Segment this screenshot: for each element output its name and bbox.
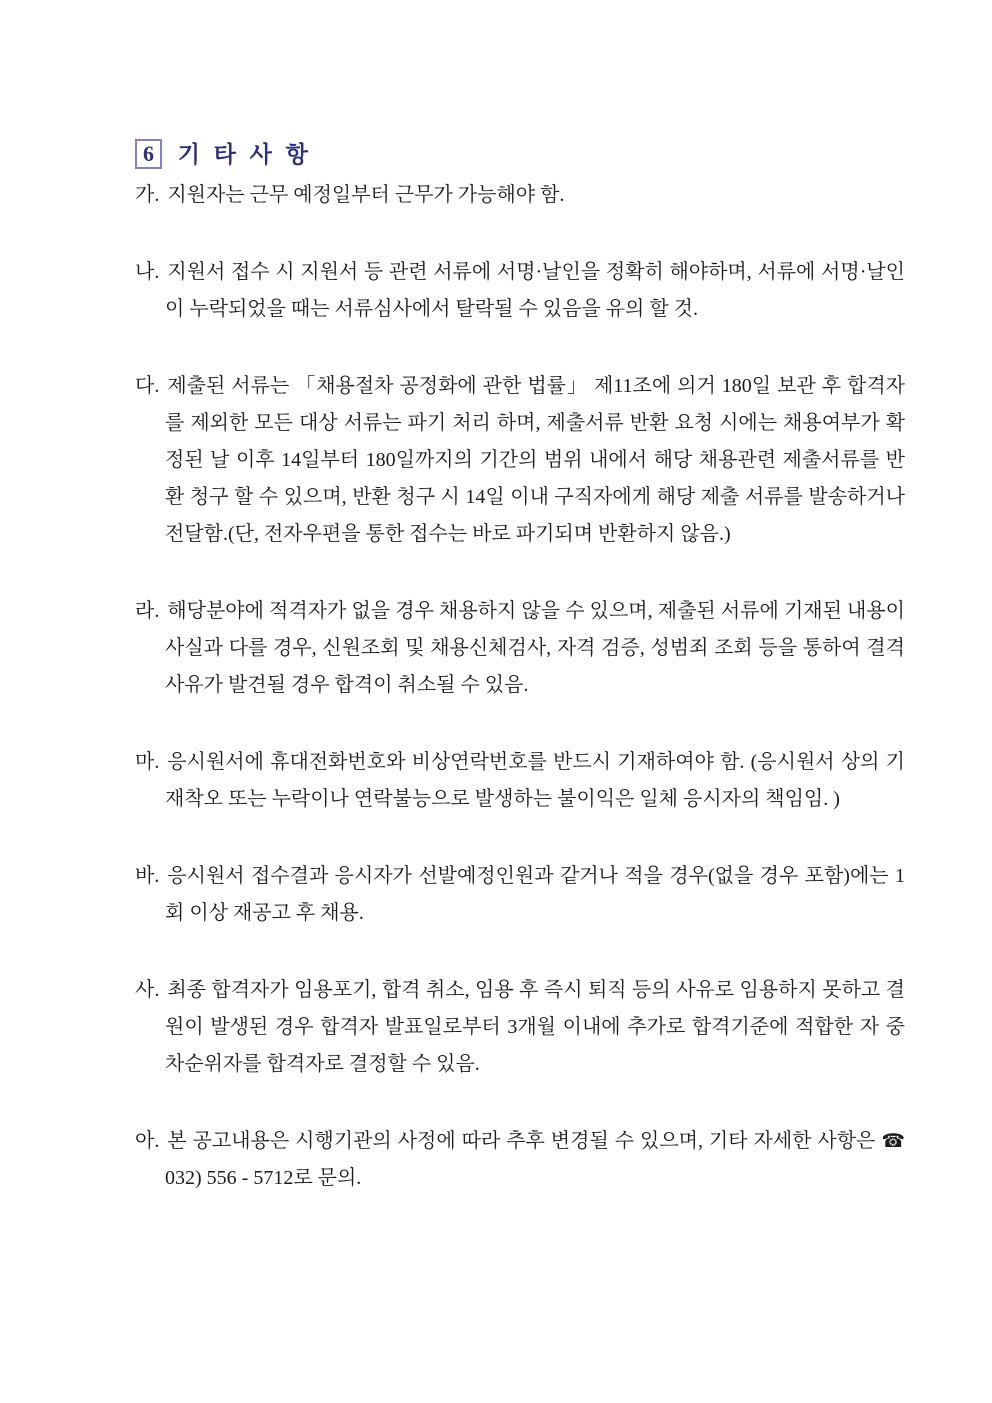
item-text-sa: 최종 합격자가 임용포기, 합격 취소, 임용 후 즉시 퇴직 등의 사유로 임용하지 못하고 결원이 발생된 경우 합격자 발표일로부터 3개월 이내에 추가로 합격기준에 적합한 자 중 차순위자를 합격자로 결정할 수 있음. (165, 979, 905, 1075)
section-number-box: 6 (135, 139, 162, 169)
telephone-icon: ☎ (881, 1130, 905, 1152)
list-item-sa (135, 972, 905, 1083)
list-item-na (135, 254, 905, 328)
list-item-ma (135, 744, 905, 818)
list-item-ga (135, 177, 905, 214)
item-label-ra: 라. (135, 600, 160, 622)
section-title: 기 타 사 항 (177, 142, 312, 167)
item-text-a-before-phone: 본 공고내용은 시행기관의 사정에 따라 추후 변경될 수 있으며, 기타 자세한 사항은 (167, 1130, 882, 1152)
item-label-ba: 바. (135, 865, 160, 887)
list-item-ba (135, 858, 905, 932)
item-text-na: 지원서 접수 시 지원서 등 관련 서류에 서명·날인을 정확히 해야하며, 서류에 서명·날인이 누락되었을 때는 서류심사에서 탈락될 수 있음을 유의 할 것. (165, 261, 905, 320)
item-label-na: 나. (135, 261, 160, 283)
item-text-ma: 응시원서에 휴대전화번호와 비상연락번호를 반드시 기재하여야 함. (응시원서 상의 기재착오 또는 누락이나 연락불능으로 발생하는 불이익은 일체 응시자의 책임임. ) (165, 751, 905, 810)
item-text-ra: 해당분야에 적격자가 없을 경우 채용하지 않을 수 있으며, 제출된 서류에 기재된 내용이 사실과 다를 경우, 신원조회 및 채용신체검사, 자격 검증, 성범죄 조회 등을 통하여 결격사유가 발견될 경우 합격이 취소될 수 있음. (165, 600, 905, 696)
item-label-sa: 사. (135, 979, 160, 1001)
item-text-ba: 응시원서 접수결과 응시자가 선발예정인원과 같거나 적을 경우(없을 경우 포함)에는 1회 이상 재공고 후 채용. (165, 865, 905, 924)
list-item-da (135, 368, 905, 553)
list-item-a (135, 1123, 905, 1197)
item-text-da: 제출된 서류는 「채용절차 공정화에 관한 법률」 제11조에 의거 180일 보관 후 합격자를 제외한 모든 대상 서류는 파기 처리 하며, 제출서류 반환 요청 시에는 채용여부가 확정된 날 이후 14일부터 180일까지의 기간의 범위 내에서 해당 채용관련 제출서류를 반환 청구 할 수 있으며, 반환 청구 시 14일 이내 구직자에게 해당 제출 서류를 발송하거나 전달함.(단, 전자우편을 통한 접수는 바로 파기되며 반환하지 않음.) (165, 375, 905, 545)
section-header (135, 138, 905, 172)
item-label-ga: 가. (135, 184, 160, 206)
item-label-ma: 마. (135, 751, 160, 773)
item-text-ga: 지원자는 근무 예정일부터 근무가 가능해야 함. (167, 184, 565, 206)
list-item-ra (135, 593, 905, 704)
item-text-a-phone-number: 032) 556 - 5712로 문의. (165, 1167, 362, 1189)
item-label-a: 아. (135, 1130, 160, 1152)
item-label-da: 다. (135, 375, 160, 397)
